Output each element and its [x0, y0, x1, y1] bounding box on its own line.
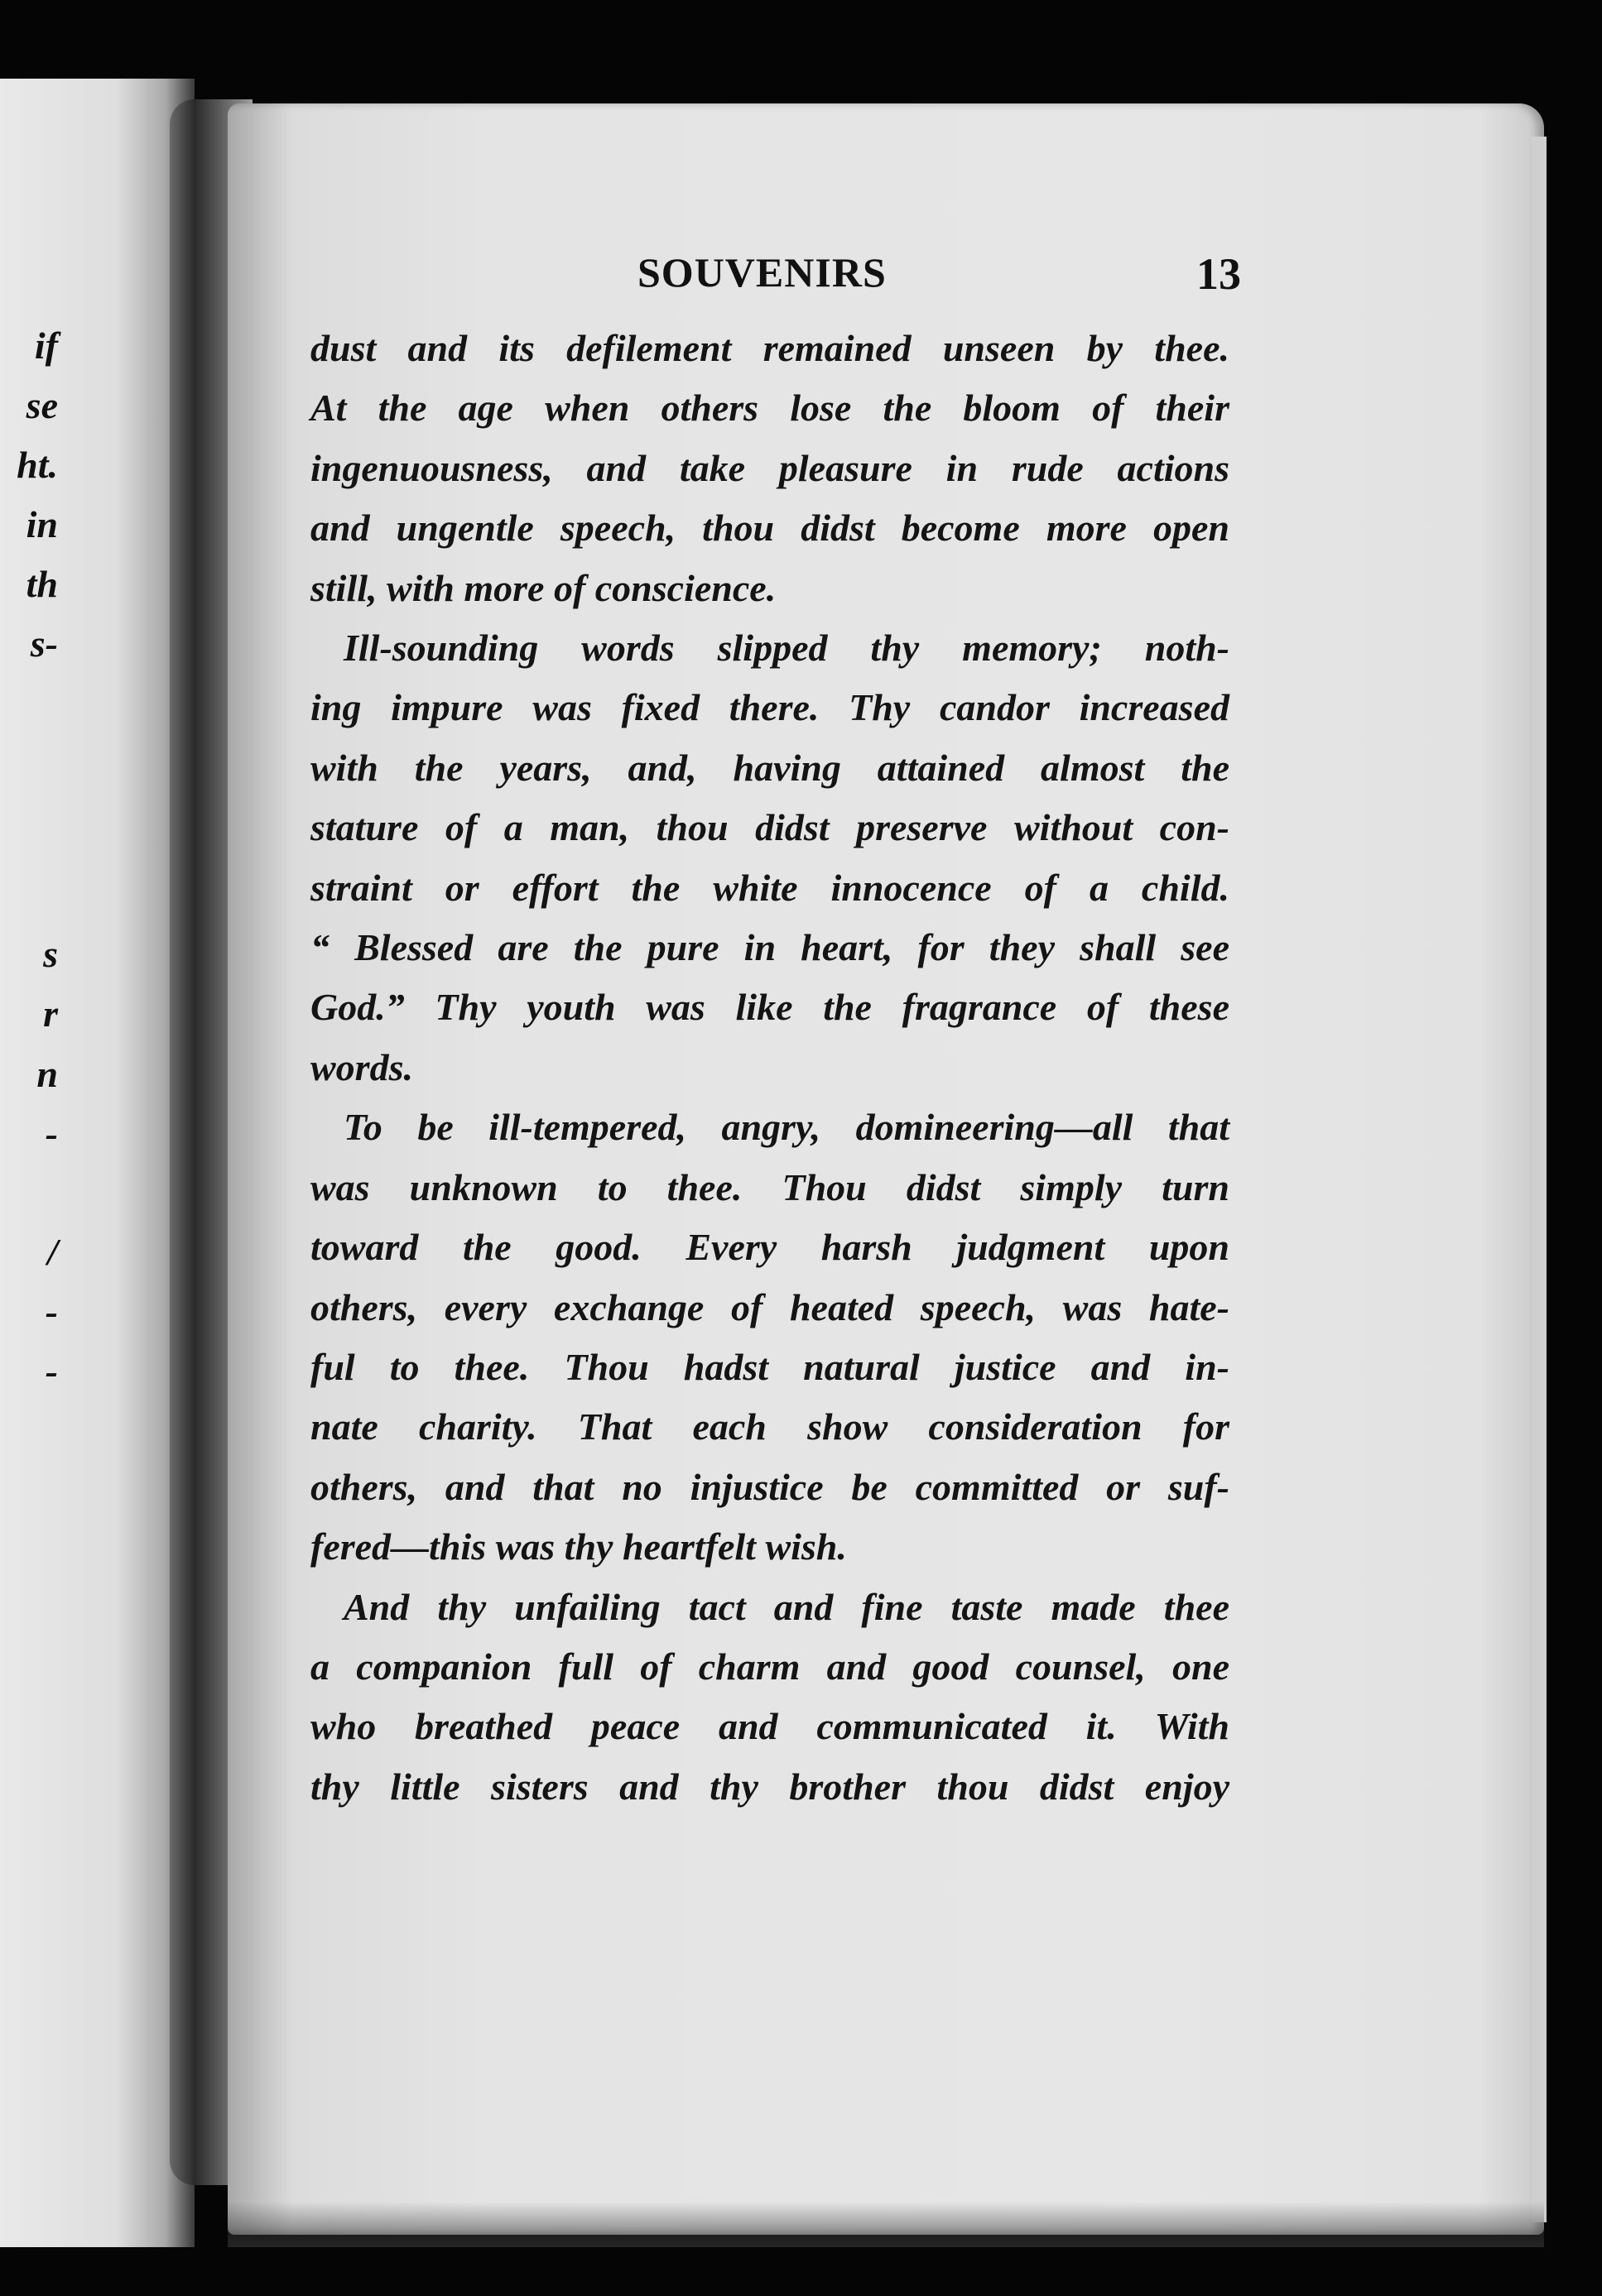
text-line: dust and its defilement remained unseen by thee. — [310, 327, 1229, 369]
text-line: And thy unfailing tact and fine taste made thee — [344, 1585, 1229, 1628]
text-line: was unknown to thee. Thou didst simply turn — [310, 1165, 1229, 1208]
text-line: who breathed peace and communicated it. With — [310, 1705, 1229, 1748]
text-line: Ill-sounding words slipped thy memory; noth- — [344, 627, 1229, 670]
page-bottom-shadow — [228, 2202, 1544, 2247]
left-fragment: se — [26, 384, 58, 426]
left-fragment: - — [45, 1112, 58, 1155]
text-line: stature of a man, thou didst preserve without con- — [310, 806, 1229, 849]
left-fragment: n — [36, 1053, 58, 1095]
left-fragment: - — [45, 1290, 58, 1333]
text-line: ing impure was fixed there. Thy candor increased — [310, 686, 1229, 729]
text-line: nate charity. That each show consideration for — [310, 1405, 1229, 1448]
left-fragment: if — [34, 324, 58, 367]
text-line: with the years, and, having attained almost the — [310, 746, 1229, 789]
left-fragment: s- — [30, 622, 58, 665]
text-line: God.” Thy youth was like the fragrance of these — [310, 986, 1229, 1029]
text-line: a companion full of charm and good counsel, one — [310, 1645, 1229, 1688]
page-edge — [1532, 137, 1547, 2222]
text-line: and ungentle speech, thou didst become more open — [310, 507, 1229, 550]
left-fragment: r — [43, 992, 58, 1035]
text-line: toward the good. Every harsh judgment upon — [310, 1226, 1229, 1269]
text-line: At the age when others lose the bloom of their — [310, 387, 1229, 430]
text-line: others, every exchange of heated speech, was hate- — [310, 1285, 1229, 1328]
text-line: thy little sisters and thy brother thou didst enjoy — [310, 1765, 1229, 1808]
text-line: straint or effort the white innocence of a child. — [310, 866, 1229, 909]
left-fragment: / — [47, 1231, 58, 1273]
body-text — [310, 319, 1229, 1817]
left-fragment: - — [45, 1350, 58, 1392]
text-line: ful to thee. Thou hadst natural justice and in- — [310, 1345, 1229, 1388]
left-page — [0, 79, 195, 2247]
left-page-text-fragments — [0, 79, 195, 2247]
running-head: SOUVENIRS — [637, 249, 887, 295]
left-fragment: in — [26, 503, 58, 545]
text-line: still, with more of conscience. — [310, 566, 777, 609]
left-fragment: th — [26, 563, 58, 605]
page-number: 13 — [1196, 249, 1241, 299]
text-line: fered—this was thy heartfelt wish. — [310, 1525, 847, 1568]
left-fragment: s — [43, 933, 58, 975]
text-line: To be ill-tempered, angry, domineering—all that — [344, 1106, 1229, 1149]
text-line: others, and that no injustice be committed or suf- — [310, 1465, 1229, 1508]
text-line: ingenuousness, and take pleasure in rude actions — [310, 446, 1229, 489]
text-line: “ Blessed are the pure in heart, for they shall see — [310, 926, 1229, 969]
text-line: words. — [310, 1045, 413, 1088]
left-fragment: ht. — [17, 444, 58, 486]
